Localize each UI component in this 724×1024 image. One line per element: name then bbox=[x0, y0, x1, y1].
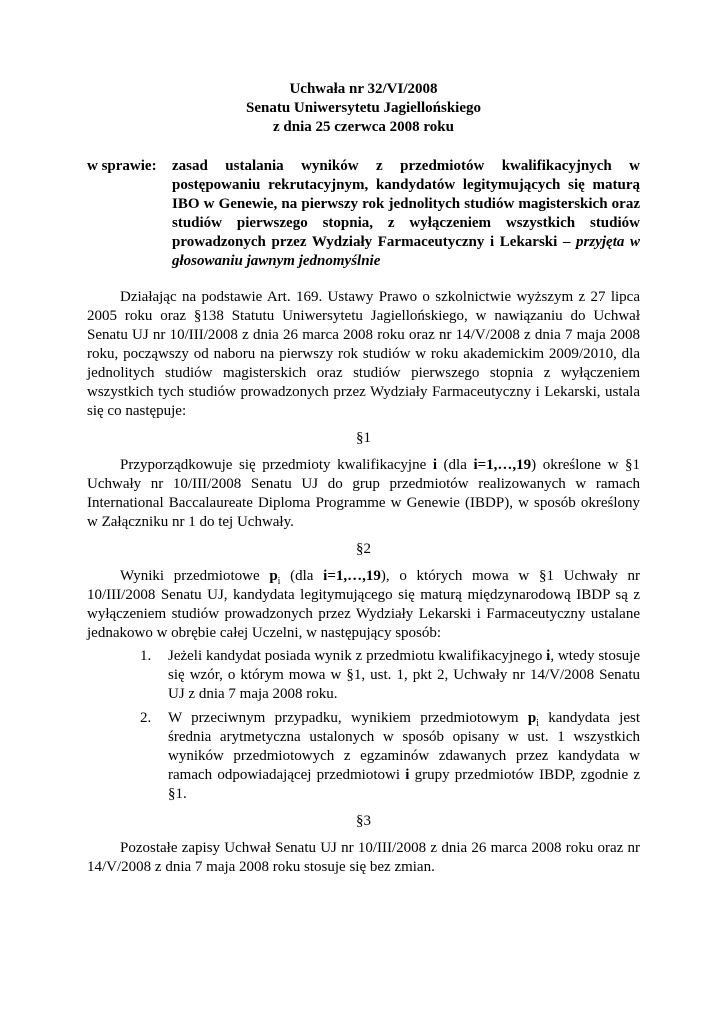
s2-bold-range: i=1,…,19 bbox=[323, 568, 381, 584]
s2-sub-i: i bbox=[277, 576, 281, 587]
list-item-text bbox=[168, 647, 640, 704]
s1-text-c: ) określone w §1 Uchwały nr 10/III/2008 Senatu UJ do grup przedmiotów realizowanych w ramach International Baccalaureate Diploma Programme w Genewie (IBDP), w sposób określony w Załączniku nr 1 do tej Uchwały. bbox=[87, 457, 640, 530]
item2-sub-i: i bbox=[536, 718, 539, 729]
section-1-heading: §1 bbox=[356, 430, 371, 446]
item2-text-c: grupy przedmiotów IBDP, zgodnie z §1. bbox=[168, 767, 640, 802]
subject-vote-note: przyjęta w głosowaniu jawnym jednomyślnie bbox=[172, 234, 640, 269]
s1-text-b: (dla bbox=[436, 457, 474, 473]
section-3-heading: §3 bbox=[356, 813, 371, 829]
s2-text-b: (dla bbox=[280, 568, 324, 584]
s2-bold-p: p bbox=[269, 568, 278, 584]
item2-text-a: W przeciwnym przypadku, wynikiem przedmiotowym bbox=[168, 710, 528, 726]
list-item-text bbox=[168, 709, 640, 804]
list-item bbox=[87, 709, 640, 804]
item1-text-b: , wtedy stosuje się wzór, o którym mowa w §1, ust. 1, pkt 2, Uchwały nr 14/V/2008 Senatu UJ z dnia 7 maja 2008 roku. bbox=[168, 648, 640, 702]
item2-text-b: kandydata jest średnia arytmetyczna ustalonych w sposób opisany w ust. 1 wszystkich wyników przedmiotowych z egzaminów zdawanych przez kandydata w ramach odpowiadającej przedmiotowi bbox=[168, 710, 640, 783]
subject-body: zasad ustalania wyników z przedmiotów kwalifikacyjnych w postępowaniu rekrutacyjnym, kandydatów legitymujących się maturą IBO w Genewie, na pierwszy rok jednolitych studiów magisterskich oraz studiów pierwszego stopnia, z wyłączeniem wszystkich studiów prowadzonych przez Wydziały Farmaceutyczny i Lekarski – bbox=[172, 158, 640, 250]
title-line-3: z dnia 25 czerwca 2008 roku bbox=[273, 119, 454, 135]
s1-bold-range: i=1,…,19 bbox=[473, 457, 532, 473]
title-line-1: Uchwała nr 32/VI/2008 bbox=[289, 81, 438, 97]
title-line-2: Senatu Uniwersytetu Jagiellońskiego bbox=[245, 100, 481, 116]
subject-block bbox=[87, 157, 640, 271]
item2-bold-i: i bbox=[405, 767, 410, 783]
item1-bold-i: i bbox=[546, 648, 551, 664]
list-item-number: 2. bbox=[140, 710, 152, 726]
subject-text bbox=[172, 157, 640, 271]
s1-text-a: Przyporządkowuje się przedmioty kwalifikacyjne bbox=[120, 457, 433, 473]
section-1-paragraph bbox=[87, 456, 640, 532]
subject-label: w sprawie: bbox=[87, 158, 157, 174]
section-2-paragraph bbox=[87, 567, 640, 643]
s2-text-a: Wyniki przedmiotowe bbox=[120, 568, 270, 584]
s1-bold-i: i bbox=[432, 457, 437, 473]
section-3-paragraph: Pozostałe zapisy Uchwał Senatu UJ nr 10/III/2008 z dnia 26 marca 2008 roku oraz nr 14/V/2008 z dnia 7 maja 2008 roku stosuje się bez zmian. bbox=[87, 840, 640, 875]
item1-text-a: Jeżeli kandydat posiada wynik z przedmiotu kwalifikacyjnego bbox=[168, 648, 547, 664]
section-2-list bbox=[87, 647, 640, 804]
intro-paragraph: Działając na podstawie Art. 169. Ustawy Prawo o szkolnictwie wyższym z 27 lipca 2005 roku oraz §138 Statutu Uniwersytetu Jagiellońskiego, w nawiązaniu do Uchwał Senatu UJ nr 10/III/2008 z dnia 26 marca 2008 roku oraz nr 14/V/2008 z dnia 7 maja 2008 roku, począwszy od naboru na pierwszy rok studiów w roku akademickim 2009/2010, dla jednolitych studiów magisterskich oraz studiów pierwszego stopnia z wyłączeniem wszystkich tych studiów prowadzonych przez Wydziały Farmaceutyczny i Lekarski, ustala się co następuje: bbox=[87, 289, 640, 419]
section-2-heading: §2 bbox=[356, 541, 371, 557]
list-item-number: 1. bbox=[140, 648, 152, 664]
list-item bbox=[87, 647, 640, 704]
item2-bold-p: p bbox=[527, 710, 537, 726]
s2-text-c: ), o których mowa w §1 Uchwały nr 10/III/2008 Senatu UJ, kandydata legitymującego się maturą międzynarodową IBDP są z wyłączeniem studiów prowadzonych przez Wydziały Lekarski i Farmaceutyczny ustalane jednakowo w obrębie całej Uczelni, w następujący sposób: bbox=[87, 568, 641, 641]
document-title bbox=[87, 80, 640, 137]
document-page bbox=[87, 80, 640, 877]
